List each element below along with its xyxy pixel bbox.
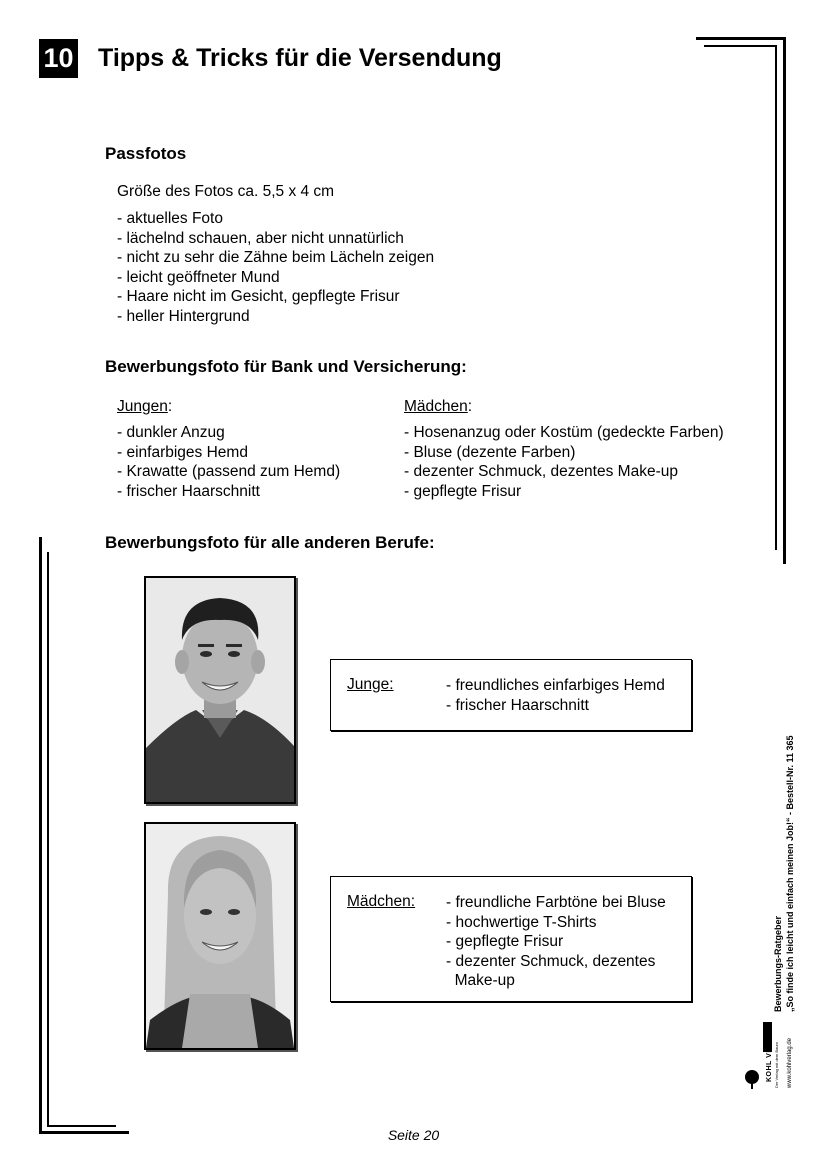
list-item: - heller Hintergrund [117,307,250,325]
list-item: - gepflegte Frisur [446,933,564,950]
girls-column-header [404,397,472,417]
section-heading-other: Bewerbungsfoto für alle anderen Berufe: [105,533,435,552]
list-item: - aktuelles Foto [117,210,223,227]
boy-photo [144,576,296,804]
page-title: Tipps & Tricks für die Versendung [98,44,502,72]
publisher-url: www.kohlverlag.de [787,1037,793,1088]
girl-info-label: Mädchen: [347,893,416,910]
list-item: - dunkler Anzug [117,424,225,441]
chapter-number: 10 [39,39,78,78]
girl-portrait-illustration [146,824,294,1048]
girls-colon: : [467,398,473,415]
list-item: - dezenter Schmuck, dezentes Make-up [404,463,678,480]
girl-photo [144,822,296,1050]
passfoto-list [117,209,434,326]
side-title-line2: „So finde ich leicht und einfach meinen Job!“ - Bestell-Nr. 11 365 [785,735,795,1012]
list-item: - leicht geöffneter Mund [117,268,280,286]
photo-size-note: Größe des Fotos ca. 5,5 x 4 cm [117,183,335,200]
section-heading-bank: Bewerbungsfoto für Bank und Versicherung: [105,357,467,376]
girl-info-list [446,893,666,991]
list-item: - lächelnd schauen, aber nicht unnatürlich [117,229,404,247]
frame-line [775,45,777,550]
frame-line [704,45,775,47]
list-item: - Krawatte (passend zum Hemd) [117,463,341,480]
list-item: - Bluse (dezente Farben) [404,443,576,461]
side-title-line1: Bewerbungs-Ratgeber [773,915,783,1012]
list-item: - Haare nicht im Gesicht, gepflegte Frisur [117,288,400,305]
girl-info-box [330,876,692,1002]
list-item: - Hosenanzug oder Kostüm (gedeckte Farben) [404,424,724,441]
publisher-tagline: Der Verlag mit dem Baum [774,1042,779,1088]
list-item: - dezenter Schmuck, dezentes [446,952,656,970]
list-item: - frischer Haarschnitt [446,696,589,714]
frame-line [39,537,42,1134]
list-item: - gepflegte Frisur [404,482,522,500]
frame-line [47,552,49,1127]
list-item: Make-up [446,972,515,989]
list-item: - freundliche Farbtöne bei Bluse [446,894,666,911]
boy-portrait-illustration [146,578,294,802]
list-item: - einfarbiges Hemd [117,443,248,461]
frame-line [696,37,786,40]
boys-list [117,423,340,501]
list-item: - nicht zu sehr die Zähne beim Lächeln zeigen [117,249,435,266]
section-heading-passfotos: Passfotos [105,144,187,163]
publisher-name: KOHL VERLAG [766,1025,773,1082]
frame-line [783,37,786,564]
boy-info-list [446,676,665,715]
boy-info-label: Junge: [347,676,394,693]
boys-label: Jungen [117,398,168,415]
boys-column-header [117,397,172,417]
boys-colon: : [167,398,173,415]
boy-info-box [330,659,692,731]
page-number: Seite 20 [387,1127,440,1143]
list-item: - freundliches einfarbiges Hemd [446,677,665,694]
list-item: - hochwertige T-Shirts [446,913,597,931]
publisher-logo [743,1022,779,1090]
girls-list [404,423,724,501]
girls-label: Mädchen [404,398,468,415]
list-item: - frischer Haarschnitt [117,482,260,500]
